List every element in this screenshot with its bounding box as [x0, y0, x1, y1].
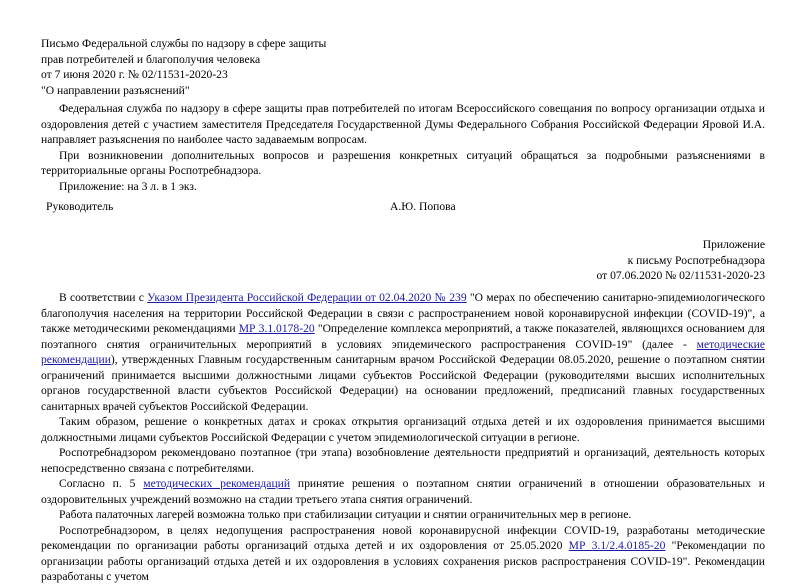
intro-paragraph-1: Федеральная служба по надзору в сфере защиты прав потребителей по итогам Всероссийского совещания по вопросу организации отдыха и оздоровления детей с участием заместителя Председателя Государственной Думы Федерального Собрания Российской Федерации Яровой И.А. направляет разъяснения по наиболее часто задаваемым вопросам. — [41, 102, 765, 146]
document-header — [41, 36, 441, 98]
appendix-body — [41, 290, 765, 585]
body-paragraph-3: Роспотребнадзором рекомендовано поэтапное (три этапа) возобновление деятельности предприятий и организаций, деятельность которых непосредственно связана с потребителями. — [41, 446, 765, 475]
attachment-note: Приложение: на 3 л. в 1 экз. — [59, 179, 197, 193]
appendix-header — [596, 237, 765, 284]
text-span: Согласно п. 5 — [59, 477, 144, 490]
intro-section — [41, 101, 765, 194]
text-span: Роспотребнадзором, в целях недопущения распространения новой коронавирусной инфекции COVID-19, разработаны методические рекомендации по организации работы организаций отдыха детей и их оздоровления от 25.05.2020 — [41, 523, 765, 552]
methodical-recommendations-link[interactable]: методических рекомендаций — [143, 477, 291, 490]
body-paragraph-2: Таким образом, решение о конкретных датах и сроках открытия организаций отдыха детей и их оздоровления принимается высшими должностными лицами субъектов Российской Федерации с учетом эпидемиологической ситуации в регионе. — [41, 415, 765, 444]
mr-3-1-0178-20-link[interactable]: МР 3.1.0178-20 — [238, 322, 315, 335]
header-line-1: Письмо Федеральной службы по надзору в сфере защиты — [41, 37, 327, 50]
text-span: ), утвержденных Главным государственным санитарным врачом Российской Федерации 08.05.2020, решение о поэтапном снятии ограничений принимается высшими должностными лицами субъектов Российской Федерации (руководителями высших исполнительных органов государственной власти субъектов Российской Федерации) на основании предложений, предписаний главных государственных санитарных врачей субъектов Российской Федерации. — [41, 353, 765, 413]
body-paragraph-5: Работа палаточных лагерей возможна только при стабилизации ситуации и снятии ограничительных мер в регионе. — [59, 508, 632, 521]
mr-3-1-2-4-0185-20-link[interactable]: МР 3.1/2.4.0185-20 — [568, 539, 666, 552]
appendix-line-1: Приложение — [702, 238, 765, 251]
body-paragraph-6 — [41, 523, 765, 585]
text-span: "Рекомендации по организации работы организаций отдыха детей и их оздоровления в условиях сохранения рисков распространения COVID-19". Рекомендации разработаны с учетом — [41, 539, 766, 583]
methodical-recommendations-link[interactable]: методические рекомендации — [41, 337, 765, 366]
decree-link[interactable]: Указом Президента Российской Федерации от 02.04.2020 № 239 — [147, 291, 467, 304]
header-line-3: от 7 июня 2020 г. № 02/11531-2020-23 — [41, 68, 228, 81]
intro-paragraph-2: При возникновении дополнительных вопросов и разрешения конкретных ситуаций обращаться за подробными разъяснениями в территориальные органы Роспотребнадзора. — [41, 148, 765, 177]
signature-name: А.Ю. Попова — [390, 200, 456, 213]
text-span: "Определение комплекса мероприятий, а также показателей, являющихся основанием для поэтапного снятия ограничительных мероприятий в условиях эпидемического распространения COVID-19" (далее - — [41, 322, 765, 351]
header-line-2: прав потребителей и благополучия человека — [41, 52, 261, 66]
appendix-line-2: к письму Роспотребнадзора — [627, 253, 765, 267]
text-span: "О мерах по обеспечению санитарно-эпидемиологического благополучия населения на территории Российской Федерации в связи с распространением новой коронавирусной инфекции (COVID-19)", а также методическими рекомендациями — [41, 291, 765, 335]
body-paragraph-1 — [41, 290, 765, 414]
text-span: принятие решения о поэтапном снятии ограничений в отношении образовательных и оздоровительных учреждений возможно на стадии третьего этапа снятия ограничений. — [41, 477, 765, 506]
text-span: В соответствии с — [59, 291, 148, 304]
appendix-line-3: от 07.06.2020 № 02/11531-2020-23 — [596, 269, 765, 282]
body-paragraph-4 — [41, 476, 765, 507]
signature-role: Руководитель — [46, 200, 114, 213]
header-line-4: "О направлении разъяснений" — [41, 83, 190, 97]
